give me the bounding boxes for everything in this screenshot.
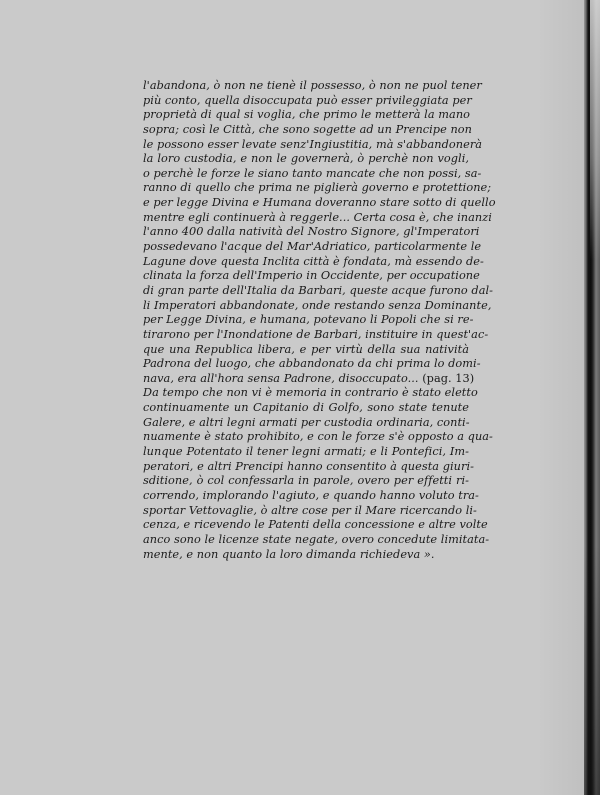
page-reference: (pag. 13) <box>422 371 475 385</box>
text-line: continuamente un Capitanio di Golfo, sono state tenute <box>143 401 469 415</box>
text-line: di gran parte dell'Italia da Barbari, queste acque furono dal- <box>143 283 494 297</box>
text-line: Lagune dove questa Inclita città è fondata, mà essendo de- <box>143 254 484 268</box>
text-line-final: mente, e non quanto la loro dimanda richiedeva ». <box>143 547 435 561</box>
text-line: nuamente è stato prohibito, e con le forze s'è opposto a qua- <box>143 430 493 444</box>
text-line: correndo, implorando l'agiuto, e quando hanno voluto tra- <box>143 488 479 502</box>
text-line-content: nava, era all'hora sensa Padrone, disoccupato... <box>143 371 419 385</box>
text-line: la loro custodia, e non le governerà, ò perchè non vogli, <box>143 152 469 166</box>
text-line-with-reference <box>143 371 475 387</box>
text-line: tirarono per l'Inondatione de Barbari, instituire in quest'ac- <box>143 327 489 341</box>
text-line: l'abandona, ò non ne tienè il possesso, ò non ne puol tener <box>143 79 482 92</box>
text-line: le possono esser levate senz'Ingiustitia, mà s'abbandonerà <box>143 137 483 151</box>
text-line: proprietà di qual si voglia, che primo le metterà la mano <box>143 108 470 122</box>
text-line: e per legge Divina e Humana doveranno stare sotto di quello <box>143 196 496 210</box>
text-line: Padrona del luogo, che abbandonato da chi prima lo domi- <box>143 357 481 371</box>
text-line: sportar Vettovaglie, ò altre cose per il Mare ricercando li- <box>143 503 477 517</box>
text-line: li Imperatori abbandonate, onde restando senza Dominante, <box>143 298 492 312</box>
text-line: Da tempo che non vi è memoria in contrario è stato eletto <box>143 386 478 400</box>
text-line: sopra; così le Città, che sono sogette ad un Prencipe non <box>143 122 472 136</box>
text-line: clinata la forza dell'Imperio in Occidente, per occupatione <box>143 269 480 283</box>
text-line: cenza, e ricevendo le Patenti della concessione e altre volte <box>143 518 488 532</box>
text-line: peratori, e altri Prencipi hanno consentito à questa giuri- <box>143 459 474 473</box>
text-line: più conto, quella disoccupata può esser privileggiata per <box>143 93 472 107</box>
quoted-passage <box>143 79 496 562</box>
text-line: anco sono le licenze state negate, overo concedute limitata- <box>143 532 490 546</box>
text-line: sditione, ò col confessarla in parole, overo per effetti ri- <box>143 474 469 488</box>
spine-highlight <box>590 0 600 260</box>
text-line: mentre egli continuerà à reggerle... Certa cosa è, che inanzi <box>143 210 492 224</box>
text-line: possedevano l'acque del Mar'Adriatico, particolarmente le <box>143 240 482 254</box>
text-line: l'anno 400 dalla natività del Nostro Signore, gl'Imperatori <box>143 225 480 239</box>
text-line: lunque Potentato il tener legni armati; e li Pontefici, Im- <box>143 445 469 459</box>
text-line: per Legge Divina, e humana, potevano li Popoli che si re- <box>143 313 474 327</box>
text-line: Galere, e altri legni armati per custodia ordinaria, conti- <box>143 415 470 429</box>
text-line: o perchè le forze le siano tanto mancate che non possi, sa- <box>143 166 482 180</box>
text-line: que una Republica libera, e per virtù della sua natività <box>143 342 469 356</box>
spine-shadow <box>584 545 600 795</box>
text-line: ranno di quello che prima ne piglierà governo e protettione; <box>143 181 492 195</box>
